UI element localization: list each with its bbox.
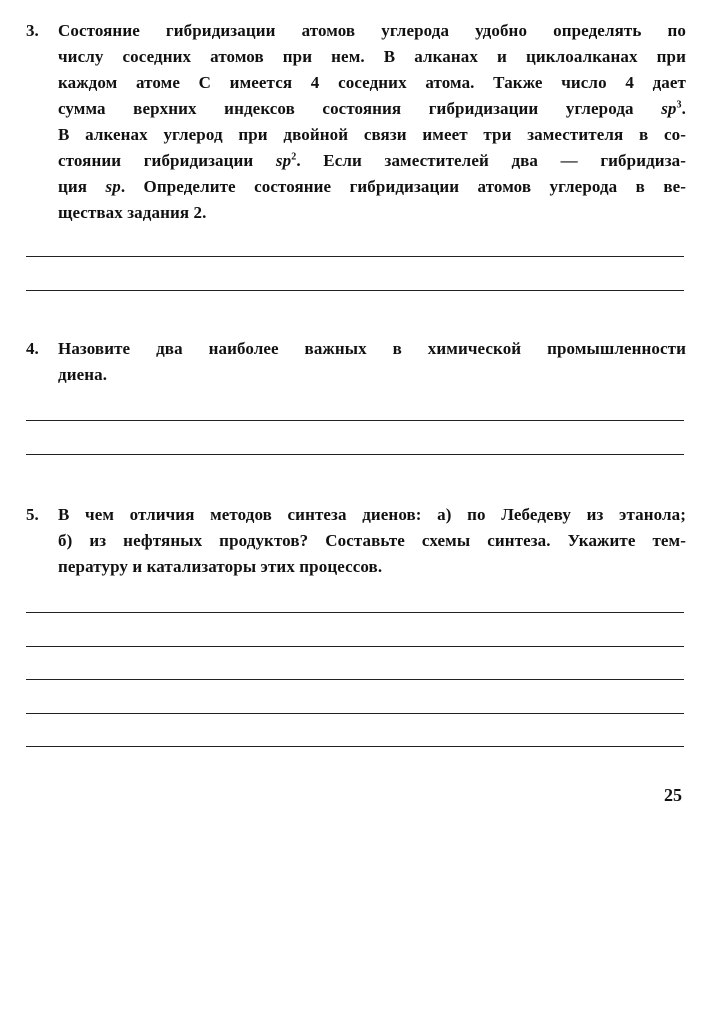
text-line: Назовите два наиболее важных в химической промышленности <box>58 339 686 358</box>
task-text <box>58 502 686 580</box>
text-fragment: . Если заместителей два — гибридиза- <box>296 151 686 170</box>
task-number: 3. <box>26 21 39 40</box>
text-fragment: . Определите состояние гибридизации атомов углерода в ве- <box>120 177 686 196</box>
text-line: б) из нефтяных продуктов? Составьте схемы синтеза. Укажите тем- <box>58 531 686 550</box>
text-line: диена. <box>58 365 108 384</box>
hybridization-term: sp <box>105 177 121 196</box>
task-4 <box>26 336 686 388</box>
answer-line[interactable] <box>26 256 684 257</box>
text-line: В алкенах углерод при двойной связи имеет три заместителя в со- <box>58 125 686 144</box>
text-line <box>58 148 686 174</box>
text-line: ществах задания 2. <box>58 203 207 222</box>
text-fragment: стоянии гибридизации <box>58 151 254 170</box>
text-line: В чем отличия методов синтеза диенов: а) по Лебедеву из этанола; <box>58 505 686 524</box>
answer-line[interactable] <box>26 454 684 455</box>
task-number: 4. <box>26 339 39 358</box>
hybridization-superscript: 2 <box>291 151 297 163</box>
task-text <box>58 336 686 388</box>
answer-line[interactable] <box>26 646 684 647</box>
answer-line[interactable] <box>26 420 684 421</box>
answer-line[interactable] <box>26 713 684 714</box>
text-line: числу соседних атомов при нем. В алканах и циклоалканах при <box>58 47 686 66</box>
hybridization-superscript: 3 <box>676 99 682 111</box>
text-line: Состояние гибридизации атомов углерода удобно определять по <box>58 21 686 40</box>
hybridization-term: sp <box>661 99 677 118</box>
hybridization-term: sp <box>275 151 292 170</box>
text-line: пературу и катализаторы этих процессов. <box>58 557 383 576</box>
task-5 <box>26 502 686 580</box>
answer-line[interactable] <box>26 290 684 291</box>
task-text <box>58 18 686 226</box>
answer-line[interactable] <box>26 612 684 613</box>
answer-line[interactable] <box>26 679 684 680</box>
task-number: 5. <box>26 505 39 524</box>
page-number: 25 <box>664 785 682 805</box>
task-3 <box>26 18 686 226</box>
text-line: каждом атоме С имеется 4 соседних атома. Также число 4 дает <box>58 73 686 92</box>
text-line <box>58 174 686 200</box>
text-fragment: ция <box>58 177 88 196</box>
text-line: сумма верхних индексов состояния гибридизации углерода $sp^3$. <box>58 99 686 118</box>
text-fragment: сумма верхних индексов состояния гибридизации углерода <box>58 99 634 118</box>
answer-line[interactable] <box>26 746 684 747</box>
